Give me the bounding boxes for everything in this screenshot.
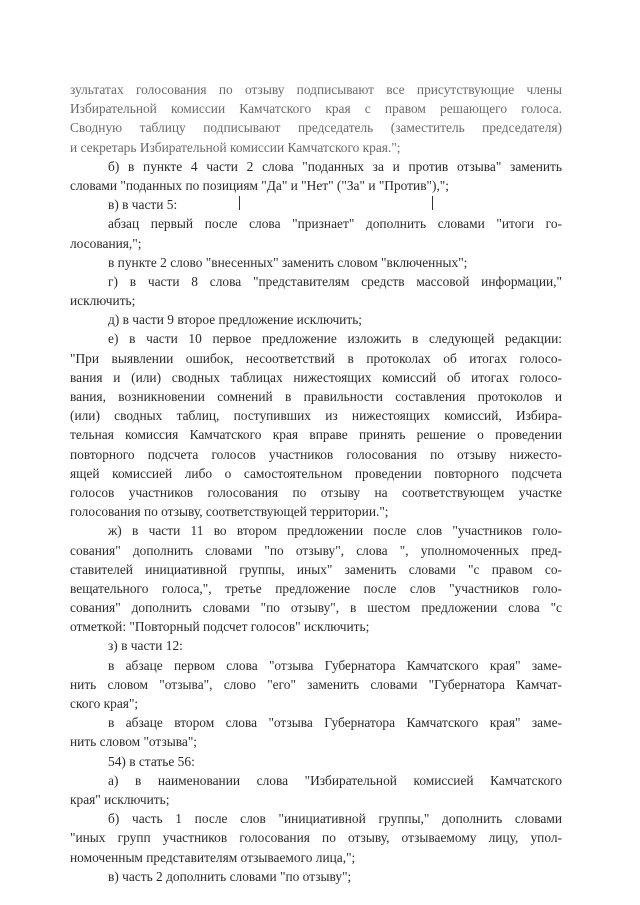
text-line: абзац первый после слова "признает" дополнить словами "итоги го- xyxy=(108,216,562,232)
text-line: зультатах голосования по отзыву подписывают все присутствующие члены xyxy=(70,82,562,97)
text-line: отметкой: "Повторный подсчет голосов" исключить; xyxy=(70,619,370,635)
text-line: ящей комиссией либо о самостоятельном проведении повторного подсчета xyxy=(70,465,562,481)
text-line: исключить; xyxy=(70,293,136,309)
text-line: сования" дополнить словами "по отзыву", слова ", уполномоченных пред- xyxy=(70,542,562,558)
text-line: "При выявлении ошибок, несоответствий в протоколах об итогах голосо- xyxy=(70,350,562,366)
text-line: Сводную таблицу подписывают председатель (заместитель председателя) xyxy=(70,120,562,136)
text-line: з) в части 12: xyxy=(108,638,183,654)
text-line: е) в части 10 первое предложение изложить в следующей редакции: xyxy=(108,331,562,347)
text-line: Избирательной комиссии Камчатского края с правом решающего голоса. xyxy=(70,101,562,117)
text-line: (или) сводных таблиц, поступивших из нижестоящих комиссий, Избира- xyxy=(70,408,562,424)
text-line: д) в части 9 второе предложение исключить; xyxy=(108,312,363,328)
text-line: тельная комиссия Камчатского края вправе принять решение о проведении xyxy=(70,427,562,443)
text-line: в абзаце втором слова "отзыва Губернатора Камчатского края" заме- xyxy=(108,715,562,731)
text-line: голосов участников голосования по отзыву на соответствующем участке xyxy=(70,484,562,500)
text-line: в абзаце первом слова "отзыва Губернатора Камчатского края" заме- xyxy=(108,657,562,673)
text-line: и секретарь Избирательной комиссии Камчатского края."; xyxy=(70,139,401,155)
text-line: г) в части 8 слова "представителям средств массовой информации," xyxy=(108,273,562,289)
text-line: нить словом "отзыва", слово "его" заменить словами "Губернатора Камчат- xyxy=(70,676,562,692)
pen-mark-left xyxy=(239,196,240,210)
text-line: голосования по отзыву, соответствующей территории."; xyxy=(70,504,389,520)
text-line: в) часть 2 дополнить словами "по отзыву"; xyxy=(108,868,352,884)
text-line: повторного подсчета голосов участников голосования по отзыву нижесто- xyxy=(70,446,562,462)
pen-mark-right xyxy=(432,196,433,210)
document-body xyxy=(70,80,562,886)
text-line: вания, возникновении сомнений в правильности составления протоколов и xyxy=(70,389,562,404)
text-line: "иных групп участников голосования по отзыву, отзываемому лицу, упол- xyxy=(70,830,562,846)
text-line: вещательного голоса,", третье предложение после слов "участников голо- xyxy=(70,580,562,596)
text-line: ж) в части 11 во втором предложении после слов "участников голо- xyxy=(108,523,562,539)
text-line: номоченным представителям отзываемого лица,"; xyxy=(70,849,356,865)
text-line: ского края"; xyxy=(70,696,139,711)
text-line: вания и (или) сводных таблицах нижестоящих комиссий об итогах голосо- xyxy=(70,369,562,385)
text-line: б) в пункте 4 части 2 слова "поданных за и против отзыва" заменить xyxy=(108,158,562,174)
text-line: 54) в статье 56: xyxy=(108,753,195,769)
text-line: а) в наименовании слова "Избирательной комиссией Камчатского xyxy=(108,772,562,788)
text-line: в пункте 2 слово "внесенных" заменить словом "включенных"; xyxy=(108,254,468,270)
text-line: нить словом "отзыва"; xyxy=(70,734,198,750)
text-line: сования" дополнить словами "по отзыву", в шестом предложении слова "с xyxy=(70,600,562,616)
text-line: края" исключить; xyxy=(70,791,170,807)
text-line: лосования,"; xyxy=(70,235,142,251)
text-line: ставителей инициативной группы, иных" заменить словами "с правом со- xyxy=(70,561,562,577)
text-line: б) часть 1 после слов "инициативной группы," дополнить словами xyxy=(108,811,562,827)
text-line: в) в части 5: xyxy=(108,197,178,213)
text-line: словами "поданных по позициям "Да" и "Нет" ("За" и "Против"),"; xyxy=(70,177,449,193)
